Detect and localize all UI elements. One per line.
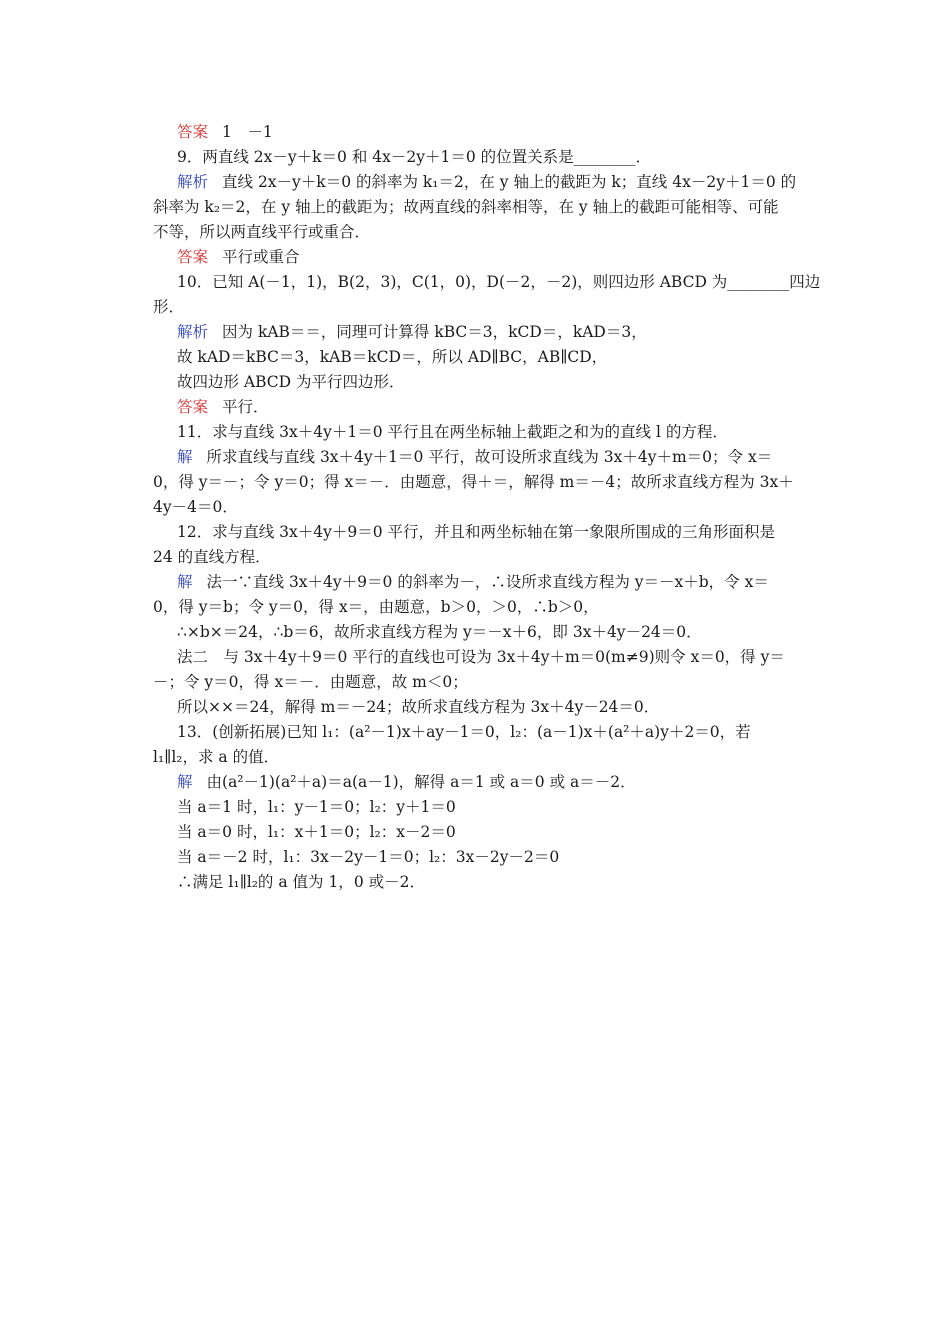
line-text: 13．(创新拓展)已知 l₁：(a²－1)x＋ay－1＝0，l₂：(a－1)x＋(a²＋a)y＋2＝0，若 [177,723,751,741]
line-text: 法二 与 3x＋4y＋9＝0 平行的直线也可设为 3x＋4y＋m＝0(m≠9)则令 x＝0，得 y＝ [177,648,785,666]
line-text: 0，得 y＝b；令 y＝0，得 x＝，由题意，b＞0，＞0，∴b＞0， [153,598,599,616]
answer-label: 答案 [177,123,209,141]
text-line [153,597,813,617]
line-text: ∴×b×＝24，∴b＝6，故所求直线方程为 y＝－x＋6，即 3x＋4y－24＝0． [177,623,702,641]
text-line [153,497,813,517]
line-text: 由(a²－1)(a²＋a)＝a(a－1)，解得 a＝1 或 a＝0 或 a＝－2． [206,773,636,791]
explanation-label: 解 [177,573,193,591]
line-text: 1 －1 [222,123,273,141]
line-text: 10．已知 A(－1，1)，B(2，3)，C(1，0)，D(－2，－2)，则四边形 ABCD 为________四边 [177,273,821,291]
line-text: 法一∵直线 3x＋4y＋9＝0 的斜率为－，∴设所求直线方程为 y＝－x＋b，令 x＝ [206,573,769,591]
text-line [177,872,837,892]
answer-label: 答案 [177,398,209,416]
line-text: 平行或重合 [222,248,300,266]
text-line [177,722,837,742]
line-text: 直线 2x－y＋k＝0 的斜率为 k₁＝2，在 y 轴上的截距为 k；直线 4x－2y＋1＝0 的 [222,173,797,191]
text-line [153,747,813,767]
text-line [177,697,837,717]
text-line [153,197,813,217]
text-line [177,847,837,867]
line-text: l₁∥l₂，求 a 的值． [153,748,280,766]
line-text: 当 a＝0 时，l₁：x＋1＝0；l₂：x－2＝0 [177,823,456,841]
text-line [177,422,837,442]
text-line [177,347,837,367]
explanation-label: 解 [177,448,193,466]
text-line [177,247,837,267]
text-line [153,297,813,317]
line-text: 24 的直线方程． [153,548,271,566]
text-line [153,547,813,567]
line-text: 9．两直线 2x－y＋k＝0 和 4x－2y＋1＝0 的位置关系是________． [177,148,652,166]
text-line [153,472,813,492]
text-line [177,822,837,842]
text-line [177,522,837,542]
text-line [177,647,837,667]
explanation-label: 解 [177,773,193,791]
line-text: 所以××＝24，解得 m＝－24；故所求直线方程为 3x＋4y－24＝0． [177,698,660,716]
text-line [177,397,837,417]
line-text: 故 kAD＝kBC＝3，kAB＝kCD＝，所以 AD∥BC，AB∥CD， [177,348,608,366]
text-line [177,122,837,142]
line-text: 当 a＝－2 时，l₁：3x－2y－1＝0；l₂：3x－2y－2＝0 [177,848,560,866]
text-line [177,572,837,592]
line-text: 所求直线与直线 3x＋4y＋1＝0 平行，故可设所求直线为 3x＋4y＋m＝0；令 x＝ [206,448,773,466]
line-text: 斜率为 k₂＝2，在 y 轴上的截距为；故两直线的斜率相等，在 y 轴上的截距可能相等、可能 [153,198,779,216]
line-text: 平行． [222,398,269,416]
text-line [177,622,837,642]
text-line [177,797,837,817]
line-text: 因为 kAB＝＝，同理可计算得 kBC＝3，kCD＝，kAD＝3， [222,323,647,341]
line-text: 故四边形 ABCD 为平行四边形． [177,373,405,391]
line-text: 4y－4＝0． [153,498,238,516]
line-text: 当 a＝1 时，l₁：y－1＝0；l₂：y＋1＝0 [177,798,456,816]
text-line [153,222,813,242]
text-line [177,447,837,467]
line-text: －；令 y＝0，得 x＝－．由题意，故 m＜0； [153,673,468,691]
line-text: 0，得 y＝－；令 y＝0；得 x＝－．由题意，得＋＝，解得 m＝－4；故所求直线方程为 3x＋ [153,473,794,491]
explanation-label: 解析 [177,323,209,341]
line-text: 11．求与直线 3x＋4y＋1＝0 平行且在两坐标轴上截距之和为的直线 l 的方程． [177,423,728,441]
text-line [177,322,837,342]
explanation-label: 解析 [177,173,209,191]
text-line [177,147,837,167]
text-line [177,372,837,392]
line-text: 12．求与直线 3x＋4y＋9＝0 平行，并且和两坐标轴在第一象限所围成的三角形面积是 [177,523,776,541]
text-line [153,672,813,692]
text-line [177,272,837,292]
answer-label: 答案 [177,248,209,266]
text-line [177,172,837,192]
line-text: ∴满足 l₁∥l₂的 a 值为 1，0 或－2． [177,873,425,891]
line-text: 不等，所以两直线平行或重合． [153,223,371,241]
text-line [177,772,837,792]
line-text: 形． [153,298,185,316]
